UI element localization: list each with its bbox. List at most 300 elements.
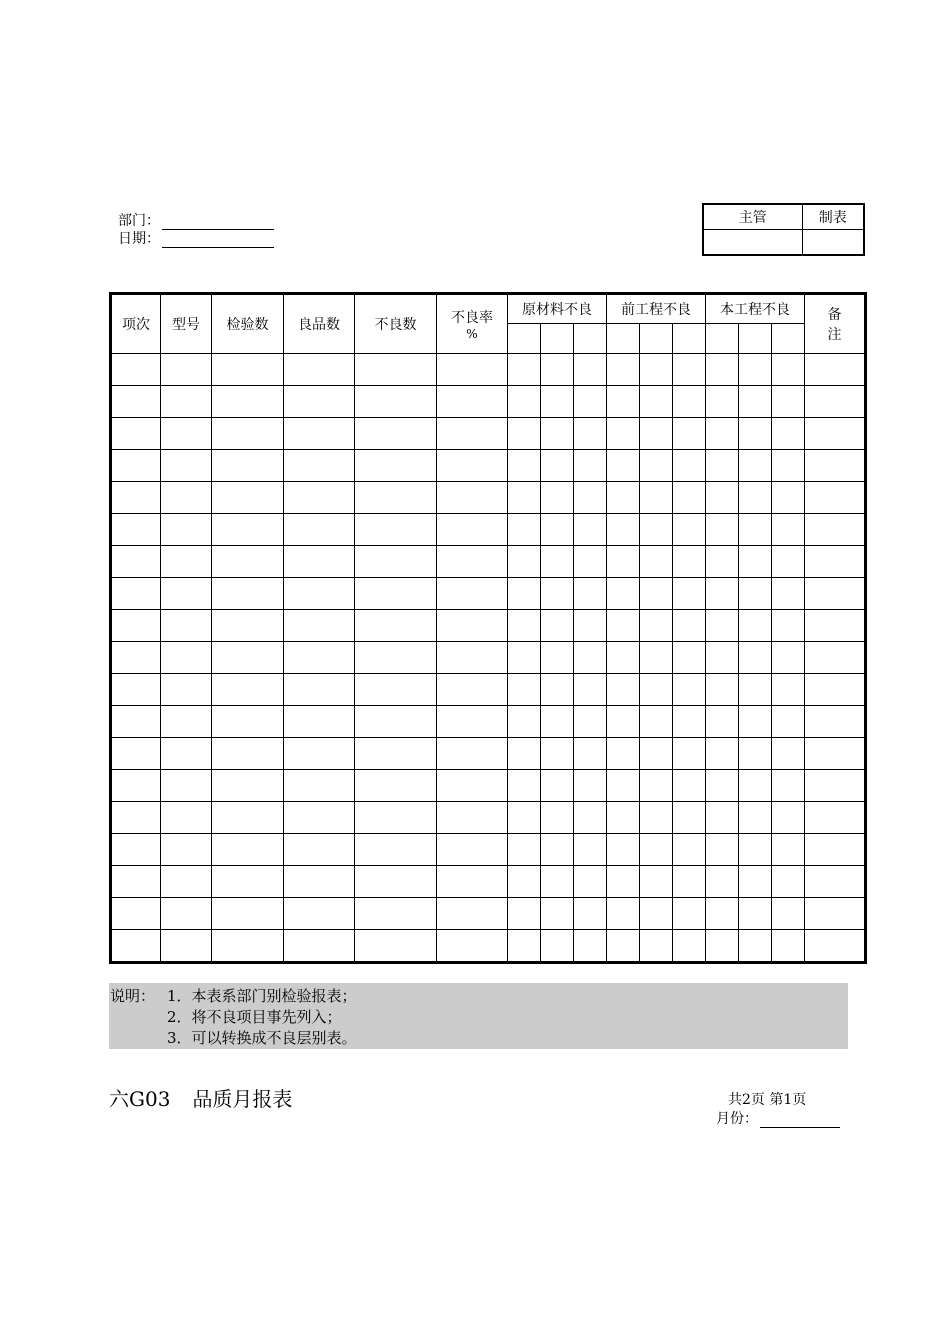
table-cell[interactable] bbox=[508, 738, 541, 770]
subheader-cell[interactable] bbox=[772, 324, 805, 354]
table-cell[interactable] bbox=[437, 930, 508, 963]
table-cell[interactable] bbox=[772, 546, 805, 578]
table-cell[interactable] bbox=[607, 802, 640, 834]
table-cell[interactable] bbox=[673, 834, 706, 866]
table-cell[interactable] bbox=[212, 866, 284, 898]
table-cell[interactable] bbox=[437, 642, 508, 674]
table-cell[interactable] bbox=[355, 930, 437, 963]
table-cell[interactable] bbox=[640, 354, 673, 386]
table-cell[interactable] bbox=[640, 450, 673, 482]
table-cell[interactable] bbox=[574, 770, 607, 802]
table-cell[interactable] bbox=[805, 802, 866, 834]
table-cell[interactable] bbox=[541, 770, 574, 802]
table-cell[interactable] bbox=[111, 930, 161, 963]
table-cell[interactable] bbox=[284, 834, 355, 866]
table-cell[interactable] bbox=[574, 738, 607, 770]
table-cell[interactable] bbox=[607, 770, 640, 802]
table-cell[interactable] bbox=[355, 610, 437, 642]
table-cell[interactable] bbox=[739, 610, 772, 642]
table-cell[interactable] bbox=[772, 610, 805, 642]
table-cell[interactable] bbox=[805, 674, 866, 706]
table-cell[interactable] bbox=[805, 770, 866, 802]
table-cell[interactable] bbox=[355, 354, 437, 386]
table-cell[interactable] bbox=[437, 738, 508, 770]
table-cell[interactable] bbox=[640, 514, 673, 546]
table-cell[interactable] bbox=[574, 898, 607, 930]
table-cell[interactable] bbox=[161, 642, 212, 674]
table-cell[interactable] bbox=[772, 386, 805, 418]
table-cell[interactable] bbox=[212, 482, 284, 514]
table-cell[interactable] bbox=[212, 450, 284, 482]
subheader-cell[interactable] bbox=[640, 324, 673, 354]
table-cell[interactable] bbox=[541, 354, 574, 386]
table-cell[interactable] bbox=[541, 866, 574, 898]
table-cell[interactable] bbox=[772, 898, 805, 930]
table-cell[interactable] bbox=[212, 610, 284, 642]
table-cell[interactable] bbox=[805, 866, 866, 898]
table-cell[interactable] bbox=[437, 866, 508, 898]
table-cell[interactable] bbox=[541, 482, 574, 514]
table-cell[interactable] bbox=[111, 866, 161, 898]
table-cell[interactable] bbox=[541, 418, 574, 450]
table-cell[interactable] bbox=[284, 706, 355, 738]
table-cell[interactable] bbox=[706, 738, 739, 770]
table-cell[interactable] bbox=[640, 770, 673, 802]
table-cell[interactable] bbox=[355, 482, 437, 514]
table-cell[interactable] bbox=[541, 898, 574, 930]
table-cell[interactable] bbox=[739, 930, 772, 963]
table-cell[interactable] bbox=[437, 674, 508, 706]
table-cell[interactable] bbox=[161, 610, 212, 642]
table-cell[interactable] bbox=[574, 674, 607, 706]
table-cell[interactable] bbox=[772, 642, 805, 674]
table-cell[interactable] bbox=[607, 578, 640, 610]
date-field[interactable] bbox=[118, 230, 274, 248]
table-cell[interactable] bbox=[706, 866, 739, 898]
table-cell[interactable] bbox=[574, 866, 607, 898]
table-cell[interactable] bbox=[212, 930, 284, 963]
table-cell[interactable] bbox=[161, 930, 212, 963]
table-cell[interactable] bbox=[607, 834, 640, 866]
table-cell[interactable] bbox=[508, 642, 541, 674]
table-cell[interactable] bbox=[541, 930, 574, 963]
table-cell[interactable] bbox=[161, 866, 212, 898]
table-cell[interactable] bbox=[161, 674, 212, 706]
table-cell[interactable] bbox=[640, 706, 673, 738]
department-blank[interactable] bbox=[162, 215, 274, 230]
table-cell[interactable] bbox=[640, 898, 673, 930]
table-cell[interactable] bbox=[284, 642, 355, 674]
month-field[interactable] bbox=[716, 1108, 840, 1128]
table-cell[interactable] bbox=[161, 482, 212, 514]
table-cell[interactable] bbox=[355, 738, 437, 770]
table-cell[interactable] bbox=[355, 770, 437, 802]
table-cell[interactable] bbox=[284, 418, 355, 450]
table-cell[interactable] bbox=[739, 770, 772, 802]
table-cell[interactable] bbox=[772, 866, 805, 898]
table-cell[interactable] bbox=[284, 738, 355, 770]
table-cell[interactable] bbox=[437, 418, 508, 450]
table-cell[interactable] bbox=[673, 578, 706, 610]
table-cell[interactable] bbox=[739, 642, 772, 674]
table-cell[interactable] bbox=[607, 354, 640, 386]
table-cell[interactable] bbox=[805, 642, 866, 674]
table-cell[interactable] bbox=[706, 450, 739, 482]
table-cell[interactable] bbox=[706, 674, 739, 706]
table-cell[interactable] bbox=[508, 546, 541, 578]
subheader-cell[interactable] bbox=[739, 324, 772, 354]
table-cell[interactable] bbox=[212, 802, 284, 834]
table-cell[interactable] bbox=[739, 898, 772, 930]
table-cell[interactable] bbox=[640, 674, 673, 706]
table-cell[interactable] bbox=[706, 898, 739, 930]
table-cell[interactable] bbox=[508, 802, 541, 834]
table-cell[interactable] bbox=[212, 770, 284, 802]
table-cell[interactable] bbox=[607, 674, 640, 706]
table-cell[interactable] bbox=[772, 578, 805, 610]
table-cell[interactable] bbox=[212, 834, 284, 866]
table-cell[interactable] bbox=[739, 706, 772, 738]
table-cell[interactable] bbox=[706, 578, 739, 610]
table-cell[interactable] bbox=[284, 770, 355, 802]
table-cell[interactable] bbox=[541, 514, 574, 546]
table-cell[interactable] bbox=[508, 514, 541, 546]
table-cell[interactable] bbox=[111, 738, 161, 770]
table-cell[interactable] bbox=[111, 418, 161, 450]
table-cell[interactable] bbox=[574, 706, 607, 738]
table-cell[interactable] bbox=[437, 770, 508, 802]
table-cell[interactable] bbox=[772, 770, 805, 802]
table-cell[interactable] bbox=[111, 578, 161, 610]
table-cell[interactable] bbox=[111, 898, 161, 930]
table-cell[interactable] bbox=[111, 386, 161, 418]
table-cell[interactable] bbox=[212, 674, 284, 706]
table-cell[interactable] bbox=[805, 738, 866, 770]
table-cell[interactable] bbox=[739, 482, 772, 514]
table-cell[interactable] bbox=[574, 642, 607, 674]
table-cell[interactable] bbox=[607, 898, 640, 930]
table-cell[interactable] bbox=[805, 834, 866, 866]
table-cell[interactable] bbox=[640, 802, 673, 834]
table-cell[interactable] bbox=[739, 450, 772, 482]
table-cell[interactable] bbox=[607, 866, 640, 898]
table-cell[interactable] bbox=[706, 802, 739, 834]
table-cell[interactable] bbox=[508, 610, 541, 642]
table-cell[interactable] bbox=[607, 418, 640, 450]
table-cell[interactable] bbox=[739, 386, 772, 418]
table-cell[interactable] bbox=[284, 674, 355, 706]
table-cell[interactable] bbox=[355, 578, 437, 610]
table-cell[interactable] bbox=[607, 386, 640, 418]
table-cell[interactable] bbox=[111, 770, 161, 802]
table-cell[interactable] bbox=[541, 450, 574, 482]
table-cell[interactable] bbox=[574, 450, 607, 482]
table-cell[interactable] bbox=[772, 450, 805, 482]
table-cell[interactable] bbox=[212, 898, 284, 930]
table-cell[interactable] bbox=[673, 610, 706, 642]
table-cell[interactable] bbox=[355, 898, 437, 930]
table-cell[interactable] bbox=[706, 386, 739, 418]
table-cell[interactable] bbox=[541, 802, 574, 834]
table-cell[interactable] bbox=[284, 482, 355, 514]
subheader-cell[interactable] bbox=[673, 324, 706, 354]
table-cell[interactable] bbox=[437, 514, 508, 546]
table-cell[interactable] bbox=[355, 418, 437, 450]
table-cell[interactable] bbox=[508, 450, 541, 482]
table-cell[interactable] bbox=[541, 610, 574, 642]
table-cell[interactable] bbox=[739, 354, 772, 386]
table-cell[interactable] bbox=[212, 706, 284, 738]
table-cell[interactable] bbox=[508, 770, 541, 802]
table-cell[interactable] bbox=[673, 514, 706, 546]
table-cell[interactable] bbox=[805, 578, 866, 610]
table-cell[interactable] bbox=[772, 354, 805, 386]
table-cell[interactable] bbox=[673, 770, 706, 802]
table-cell[interactable] bbox=[111, 514, 161, 546]
table-cell[interactable] bbox=[772, 482, 805, 514]
table-cell[interactable] bbox=[437, 386, 508, 418]
subheader-cell[interactable] bbox=[706, 324, 739, 354]
table-cell[interactable] bbox=[355, 706, 437, 738]
table-cell[interactable] bbox=[772, 738, 805, 770]
table-cell[interactable] bbox=[508, 930, 541, 963]
table-cell[interactable] bbox=[706, 770, 739, 802]
table-cell[interactable] bbox=[574, 546, 607, 578]
table-cell[interactable] bbox=[161, 802, 212, 834]
table-cell[interactable] bbox=[706, 706, 739, 738]
table-cell[interactable] bbox=[739, 546, 772, 578]
table-cell[interactable] bbox=[161, 546, 212, 578]
table-cell[interactable] bbox=[541, 642, 574, 674]
table-cell[interactable] bbox=[772, 834, 805, 866]
table-cell[interactable] bbox=[706, 834, 739, 866]
table-cell[interactable] bbox=[772, 674, 805, 706]
table-cell[interactable] bbox=[437, 450, 508, 482]
table-cell[interactable] bbox=[508, 482, 541, 514]
table-cell[interactable] bbox=[805, 514, 866, 546]
table-cell[interactable] bbox=[706, 546, 739, 578]
table-cell[interactable] bbox=[640, 546, 673, 578]
table-cell[interactable] bbox=[111, 802, 161, 834]
table-cell[interactable] bbox=[355, 514, 437, 546]
table-cell[interactable] bbox=[161, 898, 212, 930]
table-cell[interactable] bbox=[212, 514, 284, 546]
subheader-cell[interactable] bbox=[607, 324, 640, 354]
table-cell[interactable] bbox=[161, 706, 212, 738]
table-cell[interactable] bbox=[640, 610, 673, 642]
prepared-by-signature-cell[interactable] bbox=[802, 230, 864, 256]
table-cell[interactable] bbox=[161, 418, 212, 450]
table-cell[interactable] bbox=[772, 930, 805, 963]
table-cell[interactable] bbox=[355, 642, 437, 674]
table-cell[interactable] bbox=[541, 834, 574, 866]
table-cell[interactable] bbox=[161, 578, 212, 610]
table-cell[interactable] bbox=[508, 386, 541, 418]
table-cell[interactable] bbox=[574, 610, 607, 642]
table-cell[interactable] bbox=[739, 834, 772, 866]
table-cell[interactable] bbox=[574, 834, 607, 866]
table-cell[interactable] bbox=[805, 930, 866, 963]
table-cell[interactable] bbox=[706, 514, 739, 546]
department-field[interactable] bbox=[118, 212, 274, 230]
table-cell[interactable] bbox=[355, 802, 437, 834]
table-cell[interactable] bbox=[805, 450, 866, 482]
table-cell[interactable] bbox=[739, 418, 772, 450]
table-cell[interactable] bbox=[541, 546, 574, 578]
table-cell[interactable] bbox=[161, 514, 212, 546]
table-cell[interactable] bbox=[355, 386, 437, 418]
table-cell[interactable] bbox=[673, 706, 706, 738]
table-cell[interactable] bbox=[355, 834, 437, 866]
table-cell[interactable] bbox=[212, 642, 284, 674]
table-cell[interactable] bbox=[161, 354, 212, 386]
table-cell[interactable] bbox=[284, 930, 355, 963]
table-cell[interactable] bbox=[508, 706, 541, 738]
table-cell[interactable] bbox=[673, 930, 706, 963]
table-cell[interactable] bbox=[508, 898, 541, 930]
table-cell[interactable] bbox=[607, 482, 640, 514]
table-cell[interactable] bbox=[706, 930, 739, 963]
table-cell[interactable] bbox=[640, 834, 673, 866]
table-cell[interactable] bbox=[355, 546, 437, 578]
table-cell[interactable] bbox=[673, 642, 706, 674]
table-cell[interactable] bbox=[706, 418, 739, 450]
table-cell[interactable] bbox=[508, 578, 541, 610]
table-cell[interactable] bbox=[739, 578, 772, 610]
table-cell[interactable] bbox=[574, 418, 607, 450]
table-cell[interactable] bbox=[111, 674, 161, 706]
table-cell[interactable] bbox=[355, 674, 437, 706]
table-cell[interactable] bbox=[607, 738, 640, 770]
table-cell[interactable] bbox=[574, 514, 607, 546]
table-cell[interactable] bbox=[355, 866, 437, 898]
table-cell[interactable] bbox=[673, 866, 706, 898]
table-cell[interactable] bbox=[640, 738, 673, 770]
table-cell[interactable] bbox=[111, 546, 161, 578]
table-cell[interactable] bbox=[437, 802, 508, 834]
table-cell[interactable] bbox=[640, 578, 673, 610]
table-cell[interactable] bbox=[284, 578, 355, 610]
table-cell[interactable] bbox=[772, 706, 805, 738]
table-cell[interactable] bbox=[673, 450, 706, 482]
table-cell[interactable] bbox=[111, 642, 161, 674]
table-cell[interactable] bbox=[673, 386, 706, 418]
table-cell[interactable] bbox=[673, 738, 706, 770]
table-cell[interactable] bbox=[805, 546, 866, 578]
table-cell[interactable] bbox=[284, 866, 355, 898]
table-cell[interactable] bbox=[739, 674, 772, 706]
table-cell[interactable] bbox=[805, 706, 866, 738]
table-cell[interactable] bbox=[437, 482, 508, 514]
date-blank[interactable] bbox=[162, 233, 274, 248]
table-cell[interactable] bbox=[212, 386, 284, 418]
table-cell[interactable] bbox=[161, 834, 212, 866]
table-cell[interactable] bbox=[739, 866, 772, 898]
table-cell[interactable] bbox=[437, 610, 508, 642]
table-cell[interactable] bbox=[673, 898, 706, 930]
table-cell[interactable] bbox=[706, 642, 739, 674]
table-cell[interactable] bbox=[111, 354, 161, 386]
table-cell[interactable] bbox=[673, 674, 706, 706]
table-cell[interactable] bbox=[739, 738, 772, 770]
supervisor-signature-cell[interactable] bbox=[703, 230, 802, 256]
table-cell[interactable] bbox=[437, 706, 508, 738]
table-cell[interactable] bbox=[640, 482, 673, 514]
table-cell[interactable] bbox=[607, 706, 640, 738]
table-cell[interactable] bbox=[508, 834, 541, 866]
table-cell[interactable] bbox=[640, 866, 673, 898]
table-cell[interactable] bbox=[212, 578, 284, 610]
table-cell[interactable] bbox=[805, 610, 866, 642]
table-cell[interactable] bbox=[284, 450, 355, 482]
table-cell[interactable] bbox=[541, 578, 574, 610]
table-cell[interactable] bbox=[161, 450, 212, 482]
table-cell[interactable] bbox=[772, 418, 805, 450]
table-cell[interactable] bbox=[607, 642, 640, 674]
table-cell[interactable] bbox=[437, 354, 508, 386]
table-cell[interactable] bbox=[673, 802, 706, 834]
table-cell[interactable] bbox=[541, 674, 574, 706]
table-cell[interactable] bbox=[508, 418, 541, 450]
table-cell[interactable] bbox=[805, 386, 866, 418]
table-cell[interactable] bbox=[706, 354, 739, 386]
month-blank[interactable] bbox=[760, 1113, 840, 1128]
table-cell[interactable] bbox=[574, 354, 607, 386]
table-cell[interactable] bbox=[111, 834, 161, 866]
table-cell[interactable] bbox=[640, 386, 673, 418]
table-cell[interactable] bbox=[212, 546, 284, 578]
table-cell[interactable] bbox=[640, 930, 673, 963]
table-cell[interactable] bbox=[541, 386, 574, 418]
table-cell[interactable] bbox=[574, 578, 607, 610]
table-cell[interactable] bbox=[607, 546, 640, 578]
table-cell[interactable] bbox=[508, 866, 541, 898]
table-cell[interactable] bbox=[772, 514, 805, 546]
table-cell[interactable] bbox=[111, 482, 161, 514]
table-cell[interactable] bbox=[805, 354, 866, 386]
table-cell[interactable] bbox=[607, 610, 640, 642]
table-cell[interactable] bbox=[437, 546, 508, 578]
table-cell[interactable] bbox=[574, 482, 607, 514]
table-cell[interactable] bbox=[739, 802, 772, 834]
table-cell[interactable] bbox=[284, 898, 355, 930]
table-cell[interactable] bbox=[161, 386, 212, 418]
table-cell[interactable] bbox=[284, 610, 355, 642]
table-cell[interactable] bbox=[706, 482, 739, 514]
table-cell[interactable] bbox=[673, 354, 706, 386]
table-cell[interactable] bbox=[437, 898, 508, 930]
table-cell[interactable] bbox=[574, 930, 607, 963]
table-cell[interactable] bbox=[541, 706, 574, 738]
table-cell[interactable] bbox=[111, 610, 161, 642]
table-cell[interactable] bbox=[161, 738, 212, 770]
table-cell[interactable] bbox=[212, 354, 284, 386]
table-cell[interactable] bbox=[739, 514, 772, 546]
table-cell[interactable] bbox=[673, 546, 706, 578]
table-cell[interactable] bbox=[437, 834, 508, 866]
table-cell[interactable] bbox=[640, 418, 673, 450]
table-cell[interactable] bbox=[212, 418, 284, 450]
subheader-cell[interactable] bbox=[508, 324, 541, 354]
table-cell[interactable] bbox=[574, 386, 607, 418]
table-cell[interactable] bbox=[805, 898, 866, 930]
table-cell[interactable] bbox=[161, 770, 212, 802]
table-cell[interactable] bbox=[574, 802, 607, 834]
table-cell[interactable] bbox=[607, 514, 640, 546]
table-cell[interactable] bbox=[508, 674, 541, 706]
table-cell[interactable] bbox=[284, 514, 355, 546]
table-cell[interactable] bbox=[805, 482, 866, 514]
